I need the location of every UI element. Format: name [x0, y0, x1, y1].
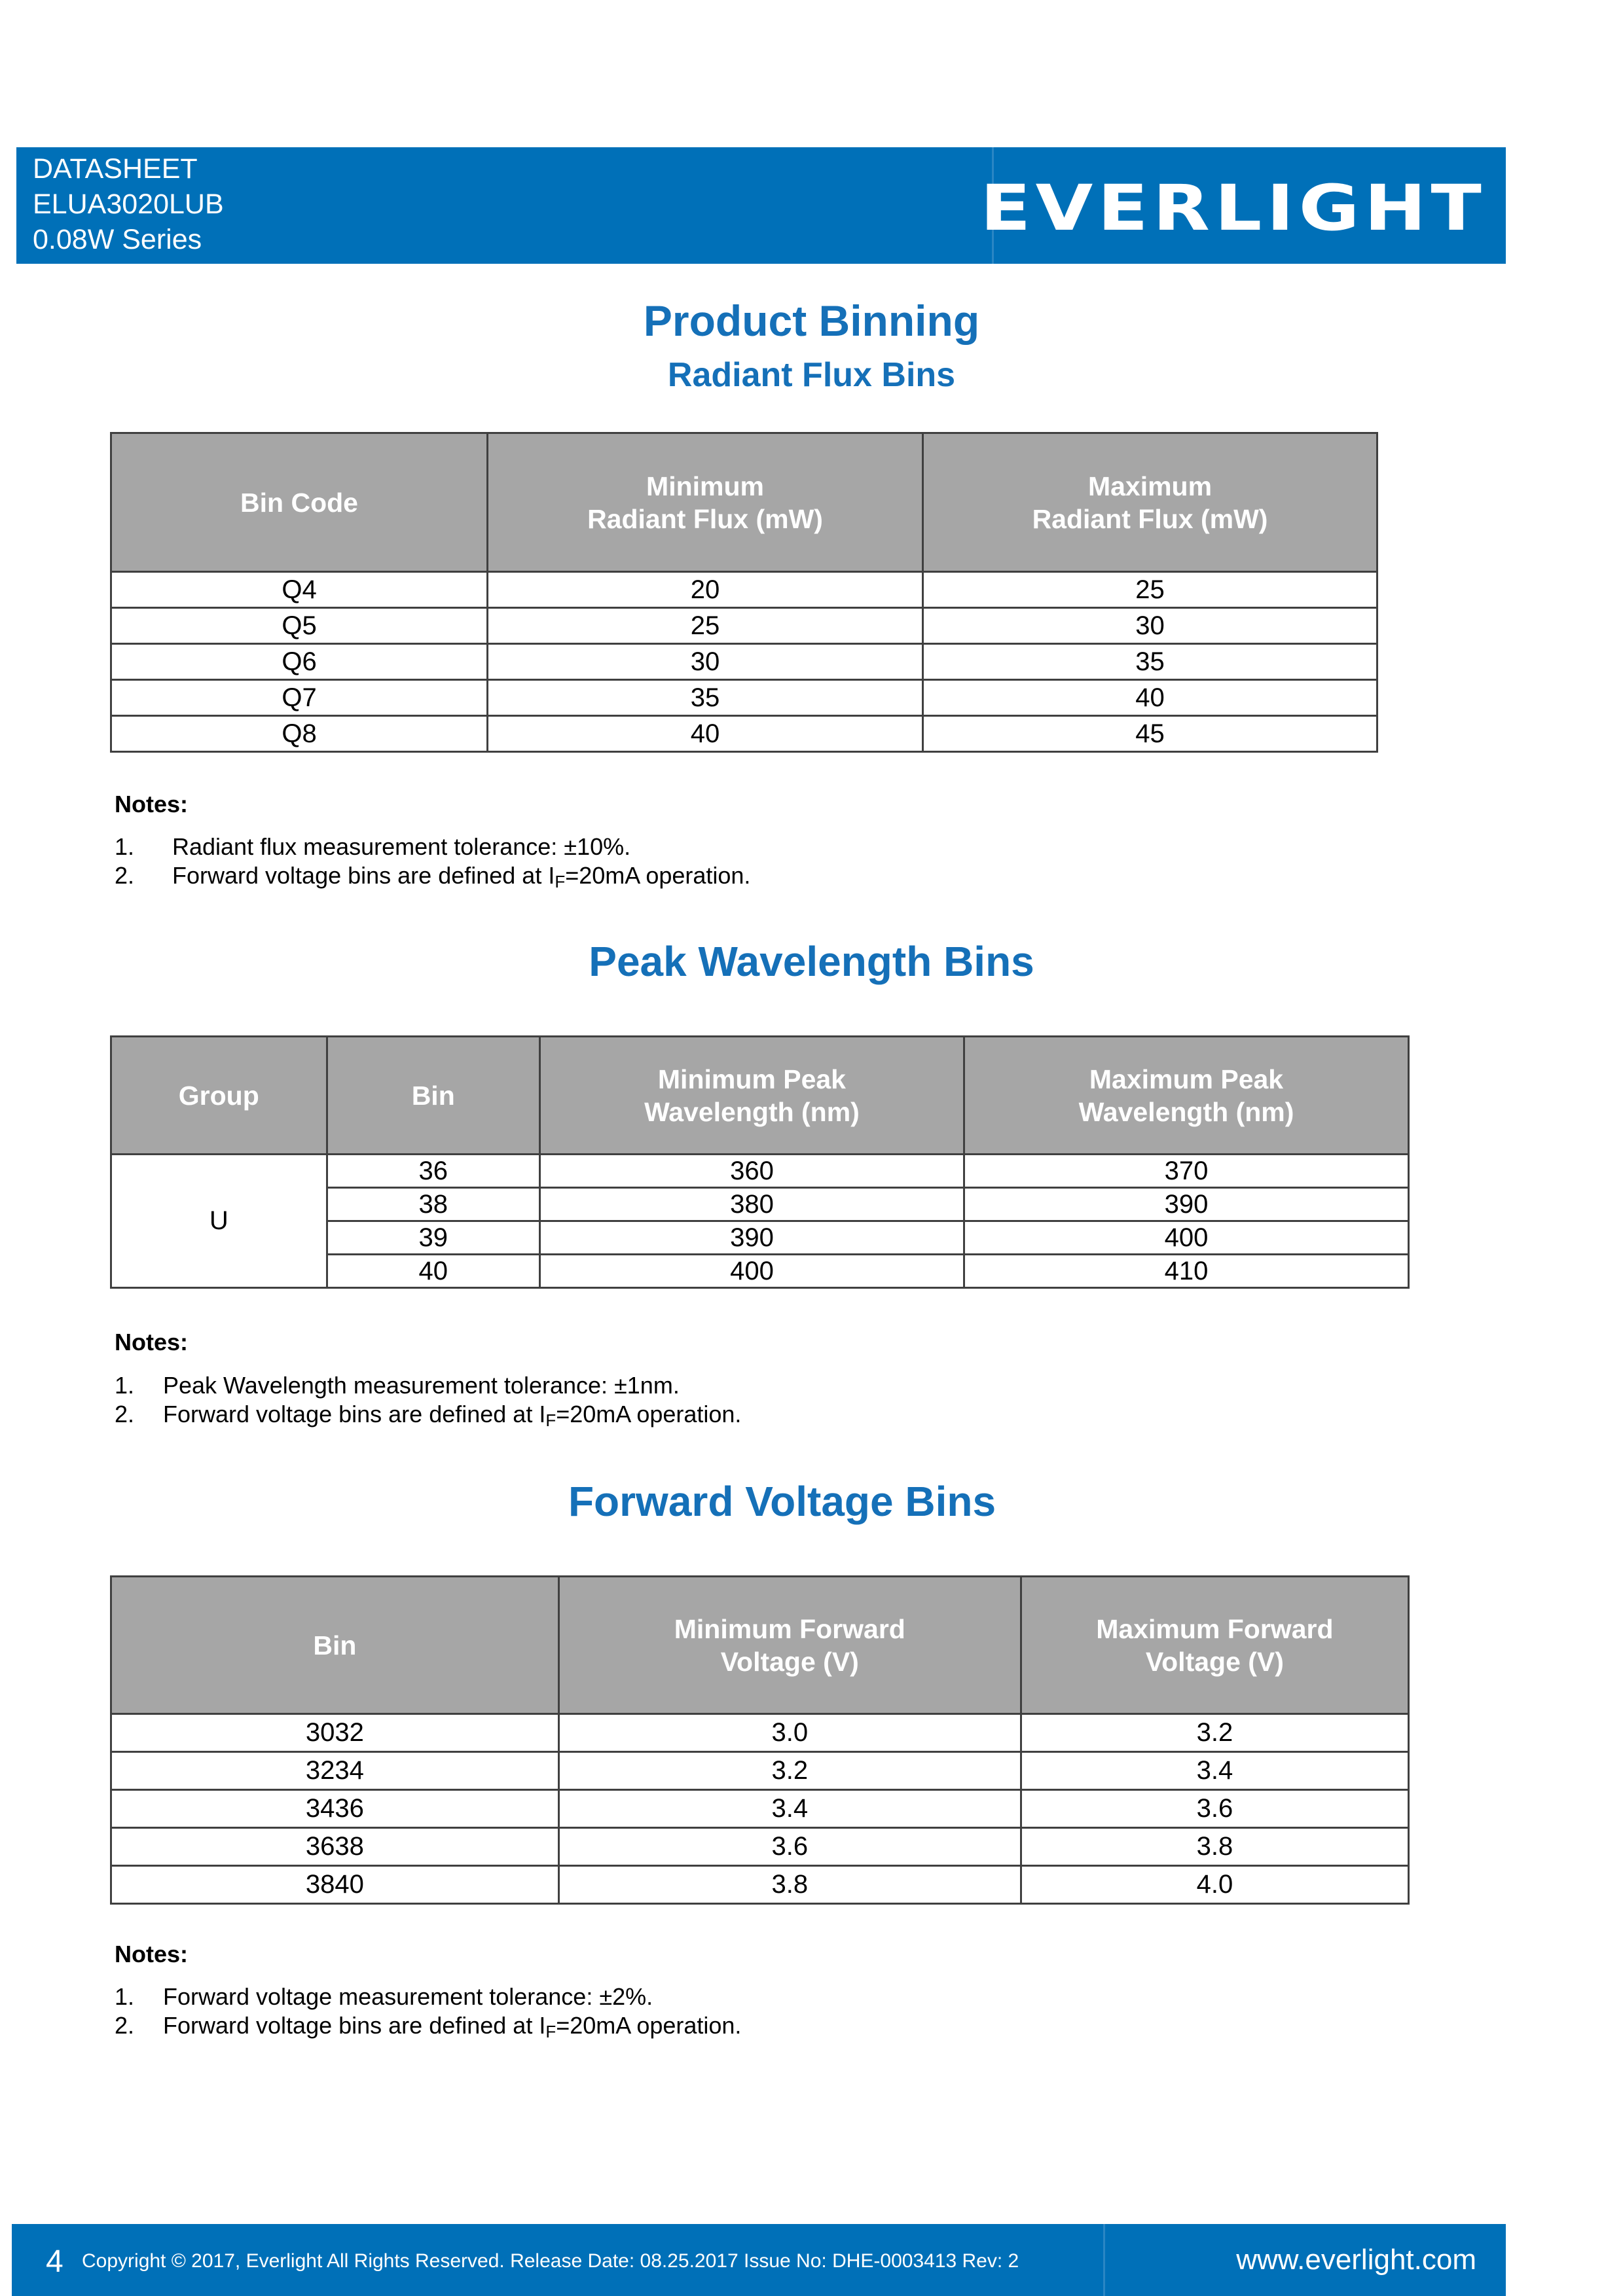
note-number: 1. [115, 1983, 135, 2010]
bin-cell: 39 [327, 1221, 539, 1255]
header-max-forward-voltage: Maximum Forward Voltage (V) [1021, 1577, 1408, 1714]
max-value-cell: 370 [964, 1155, 1408, 1188]
wavelength-note-2 [115, 1401, 741, 1431]
note-subscript: F [555, 872, 566, 891]
note-text: Forward voltage bins are defined at I [172, 862, 555, 889]
header-max-radiant-flux: Maximum Radiant Flux (mW) [923, 433, 1377, 572]
voltage-notes-title: Notes: [115, 1941, 189, 1967]
footer-divider [1103, 2224, 1105, 2296]
radiant-flux-table [110, 432, 1378, 753]
radiant-note-1 [115, 833, 630, 861]
header-min-forward-voltage: Minimum Forward Voltage (V) [558, 1577, 1021, 1714]
min-value-cell: 3.8 [558, 1866, 1021, 1904]
table-row [111, 644, 1377, 680]
everlight-logo: EVERLIGHT [980, 171, 1486, 245]
copyright-text: Copyright © 2017, Everlight All Rights Reserved. Release Date: 08.25.2017 Issue No: DHE-0003413 Rev: 2 [82, 2250, 1019, 2272]
table-row [111, 572, 1377, 608]
header-datasheet-label: DATASHEET [33, 153, 198, 185]
max-value-cell: 3.8 [1021, 1828, 1408, 1866]
table-row [111, 1828, 1409, 1866]
note-text: Forward voltage bins are defined at I [163, 1401, 546, 1427]
note-text-end: =20mA operation. [556, 1401, 742, 1427]
note-number: 1. [115, 833, 135, 860]
note-text-end: =20mA operation. [556, 2012, 742, 2039]
min-value-cell: 30 [488, 644, 923, 680]
note-number: 1. [115, 1372, 135, 1399]
note-subscript: F [545, 2022, 556, 2041]
header-document-info [33, 151, 224, 257]
header-min-radiant-flux: Minimum Radiant Flux (mW) [488, 433, 923, 572]
max-value-cell: 45 [923, 716, 1377, 752]
note-number: 2. [115, 1401, 135, 1427]
footer-banner [12, 2224, 1506, 2296]
bin-cell: 3436 [111, 1790, 559, 1828]
max-value-cell: 3.4 [1021, 1752, 1408, 1790]
min-value-cell: 3.4 [558, 1790, 1021, 1828]
page-title: Product Binning [643, 296, 980, 345]
header-banner [16, 147, 1506, 264]
table-row [111, 716, 1377, 752]
peak-wavelength-section-title: Peak Wavelength Bins [589, 938, 1034, 985]
max-value-cell: 410 [964, 1255, 1408, 1288]
min-value-cell: 3.2 [558, 1752, 1021, 1790]
note-text: Peak Wavelength measurement tolerance: ±1nm. [163, 1372, 680, 1399]
bin-cell: 36 [327, 1155, 539, 1188]
header-max-peak-wavelength: Maximum Peak Wavelength (nm) [964, 1037, 1408, 1155]
note-subscript: F [545, 1410, 556, 1430]
wavelength-note-1 [115, 1372, 680, 1399]
note-number: 2. [115, 2012, 135, 2039]
bin-cell: 40 [327, 1255, 539, 1288]
bin-cell: 3638 [111, 1828, 559, 1866]
max-value-cell: 30 [923, 608, 1377, 644]
bin-cell: 38 [327, 1188, 539, 1221]
table-header-row [111, 1577, 1409, 1714]
table-row [111, 1866, 1409, 1904]
table-row [111, 1155, 1409, 1188]
bin-code-cell: Q8 [111, 716, 488, 752]
table-row [111, 1752, 1409, 1790]
header-bin: Bin [327, 1037, 539, 1155]
header-min-peak-wavelength: Minimum Peak Wavelength (nm) [539, 1037, 964, 1155]
group-cell: U [111, 1155, 327, 1288]
note-text: Radiant flux measurement tolerance: ±10%. [172, 833, 631, 860]
min-value-cell: 35 [488, 680, 923, 716]
max-value-cell: 4.0 [1021, 1866, 1408, 1904]
table-header-row [111, 1037, 1409, 1155]
header-bin: Bin [111, 1577, 559, 1714]
header-series: 0.08W Series [33, 224, 202, 255]
forward-voltage-table [110, 1575, 1410, 1905]
table-header-row [111, 433, 1377, 572]
bin-cell: 3032 [111, 1714, 559, 1752]
table-row [111, 1714, 1409, 1752]
min-value-cell: 390 [539, 1221, 964, 1255]
min-value-cell: 400 [539, 1255, 964, 1288]
max-value-cell: 40 [923, 680, 1377, 716]
min-value-cell: 3.6 [558, 1828, 1021, 1866]
max-value-cell: 390 [964, 1188, 1408, 1221]
website-link[interactable]: www.everlight.com [1236, 2244, 1476, 2276]
max-value-cell: 35 [923, 644, 1377, 680]
header-part-number: ELUA3020LUB [33, 188, 224, 220]
bin-code-cell: Q7 [111, 680, 488, 716]
bin-code-cell: Q5 [111, 608, 488, 644]
wavelength-notes-title: Notes: [115, 1329, 189, 1355]
min-value-cell: 3.0 [558, 1714, 1021, 1752]
table-row [111, 680, 1377, 716]
header-group: Group [111, 1037, 327, 1155]
max-value-cell: 3.2 [1021, 1714, 1408, 1752]
voltage-note-1 [115, 1983, 653, 2011]
max-value-cell: 25 [923, 572, 1377, 608]
bin-code-cell: Q6 [111, 644, 488, 680]
bin-cell: 3840 [111, 1866, 559, 1904]
peak-wavelength-table [110, 1035, 1410, 1289]
max-value-cell: 400 [964, 1221, 1408, 1255]
min-value-cell: 360 [539, 1155, 964, 1188]
note-number: 2. [115, 862, 135, 889]
page-number: 4 [46, 2244, 64, 2279]
header-bin-code: Bin Code [111, 433, 488, 572]
min-value-cell: 380 [539, 1188, 964, 1221]
min-value-cell: 20 [488, 572, 923, 608]
note-text-end: =20mA operation. [565, 862, 751, 889]
table-row [111, 1790, 1409, 1828]
bin-cell: 3234 [111, 1752, 559, 1790]
radiant-note-2 [115, 862, 750, 892]
radiant-notes-title: Notes: [115, 791, 189, 817]
note-text: Forward voltage bins are defined at I [163, 2012, 546, 2039]
min-value-cell: 25 [488, 608, 923, 644]
note-text: Forward voltage measurement tolerance: ±2%. [163, 1983, 653, 2010]
radiant-flux-section-title: Radiant Flux Bins [667, 356, 956, 394]
min-value-cell: 40 [488, 716, 923, 752]
table-row [111, 608, 1377, 644]
max-value-cell: 3.6 [1021, 1790, 1408, 1828]
bin-code-cell: Q4 [111, 572, 488, 608]
voltage-note-2 [115, 2012, 741, 2042]
forward-voltage-section-title: Forward Voltage Bins [568, 1478, 996, 1525]
